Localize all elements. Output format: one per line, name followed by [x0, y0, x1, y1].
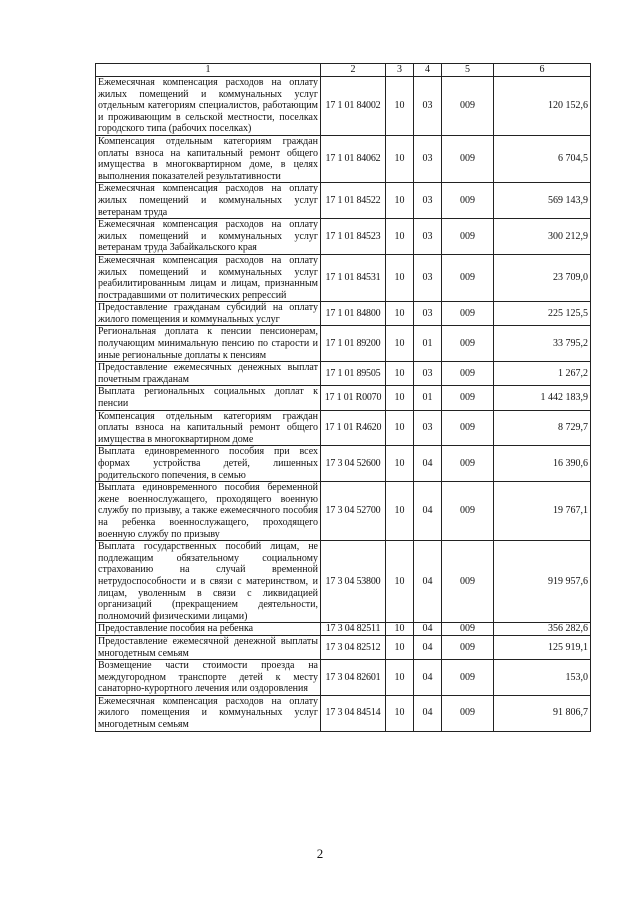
section-cell: 10	[386, 635, 414, 659]
amount-cell: 16 390,6	[494, 446, 591, 482]
table-row	[96, 541, 591, 623]
section-cell: 10	[386, 410, 414, 446]
row-name-cell: Выплата государственных пособий лицам, не подлежащим обязательному социальному страхованию на случай временной нетрудоспособности и в связи с материнством, и лицам, уволенным в связи с ликвидацией организаций (прекращением деятельности, полномочий физическими лицами)	[96, 541, 321, 623]
subsection-cell: 04	[414, 660, 442, 696]
table-row	[96, 135, 591, 182]
subsection-cell: 01	[414, 386, 442, 410]
table-row	[96, 219, 591, 255]
section-cell: 10	[386, 482, 414, 541]
table-header-row	[96, 64, 591, 77]
expense-type-cell: 009	[442, 623, 494, 636]
amount-cell: 1 267,2	[494, 362, 591, 386]
section-cell: 10	[386, 254, 414, 301]
expense-type-cell: 009	[442, 219, 494, 255]
target-article-cell: 17 3 04 82601	[321, 660, 386, 696]
row-name-cell: Ежемесячная компенсация расходов на оплату жилых помещений и коммунальных услуг ветеранам труда	[96, 183, 321, 219]
subsection-cell: 01	[414, 326, 442, 362]
column-header: 5	[442, 64, 494, 77]
amount-cell: 356 282,6	[494, 623, 591, 636]
amount-cell: 300 212,9	[494, 219, 591, 255]
section-cell: 10	[386, 541, 414, 623]
expense-type-cell: 009	[442, 362, 494, 386]
amount-cell: 23 709,0	[494, 254, 591, 301]
row-name-cell: Выплата единовременного пособия беременной жене военнослужащего, проходящего военную службу по призыву, а также ежемесячного пособия на ребенка военнослужащего, проходящего военную службу по призыву	[96, 482, 321, 541]
subsection-cell: 03	[414, 183, 442, 219]
table-row	[96, 302, 591, 326]
target-article-cell: 17 3 04 84514	[321, 695, 386, 731]
expense-type-cell: 009	[442, 77, 494, 136]
expense-type-cell: 009	[442, 183, 494, 219]
expense-type-cell: 009	[442, 446, 494, 482]
target-article-cell: 17 1 01 89200	[321, 326, 386, 362]
table-row	[96, 482, 591, 541]
amount-cell: 6 704,5	[494, 135, 591, 182]
section-cell: 10	[386, 77, 414, 136]
subsection-cell: 03	[414, 410, 442, 446]
subsection-cell: 04	[414, 446, 442, 482]
row-name-cell: Ежемесячная компенсация расходов на оплату жилых помещений и коммунальных услуг ветеранам труда Забайкальского края	[96, 219, 321, 255]
subsection-cell: 03	[414, 362, 442, 386]
amount-cell: 919 957,6	[494, 541, 591, 623]
row-name-cell: Предоставление гражданам субсидий на оплату жилого помещения и коммунальных услуг	[96, 302, 321, 326]
amount-cell: 8 729,7	[494, 410, 591, 446]
subsection-cell: 03	[414, 302, 442, 326]
table-row	[96, 410, 591, 446]
table-body	[96, 77, 591, 732]
section-cell: 10	[386, 326, 414, 362]
amount-cell: 1 442 183,9	[494, 386, 591, 410]
section-cell: 10	[386, 302, 414, 326]
section-cell: 10	[386, 386, 414, 410]
amount-cell: 19 767,1	[494, 482, 591, 541]
expense-type-cell: 009	[442, 695, 494, 731]
table-row	[96, 623, 591, 636]
subsection-cell: 04	[414, 541, 442, 623]
row-name-cell: Ежемесячная компенсация расходов на оплату жилых помещений и коммунальных услуг отдельным категориям специалистов, работающим и проживающим в сельской местности, поселках городского типа (рабочих поселках)	[96, 77, 321, 136]
column-header: 3	[386, 64, 414, 77]
target-article-cell: 17 3 04 53800	[321, 541, 386, 623]
subsection-cell: 04	[414, 635, 442, 659]
expense-type-cell: 009	[442, 541, 494, 623]
amount-cell: 153,0	[494, 660, 591, 696]
target-article-cell: 17 1 01 89505	[321, 362, 386, 386]
subsection-cell: 04	[414, 695, 442, 731]
target-article-cell: 17 1 01 84002	[321, 77, 386, 136]
section-cell: 10	[386, 660, 414, 696]
subsection-cell: 03	[414, 135, 442, 182]
budget-table	[95, 63, 591, 732]
table-row	[96, 362, 591, 386]
row-name-cell: Ежемесячная компенсация расходов на оплату жилых помещений и коммунальных услуг реабилитированным лицам и лицам, признанным пострадавшими от политических репрессий	[96, 254, 321, 301]
amount-cell: 91 806,7	[494, 695, 591, 731]
row-name-cell: Компенсация отдельным категориям граждан оплаты взноса на капитальный ремонт общего имущества в многоквартирном доме, в целях выполнения показателей результативности	[96, 135, 321, 182]
target-article-cell: 17 3 04 52700	[321, 482, 386, 541]
target-article-cell: 17 1 01 R0070	[321, 386, 386, 410]
expense-type-cell: 009	[442, 302, 494, 326]
section-cell: 10	[386, 623, 414, 636]
expense-type-cell: 009	[442, 635, 494, 659]
expense-type-cell: 009	[442, 386, 494, 410]
target-article-cell: 17 1 01 84062	[321, 135, 386, 182]
target-article-cell: 17 1 01 84800	[321, 302, 386, 326]
target-article-cell: 17 3 04 82511	[321, 623, 386, 636]
column-header: 2	[321, 64, 386, 77]
row-name-cell: Региональная доплата к пенсии пенсионерам, получающим минимальную пенсию по старости и иные региональные доплаты к пенсиям	[96, 326, 321, 362]
subsection-cell: 03	[414, 254, 442, 301]
amount-cell: 225 125,5	[494, 302, 591, 326]
table-row	[96, 695, 591, 731]
row-name-cell: Выплата региональных социальных доплат к пенсии	[96, 386, 321, 410]
subsection-cell: 04	[414, 623, 442, 636]
amount-cell: 569 143,9	[494, 183, 591, 219]
expense-type-cell: 009	[442, 326, 494, 362]
table-row	[96, 326, 591, 362]
section-cell: 10	[386, 135, 414, 182]
row-name-cell: Предоставление ежемесячной денежной выплаты многодетным семьям	[96, 635, 321, 659]
subsection-cell: 04	[414, 482, 442, 541]
section-cell: 10	[386, 219, 414, 255]
section-cell: 10	[386, 362, 414, 386]
section-cell: 10	[386, 183, 414, 219]
expense-type-cell: 009	[442, 410, 494, 446]
amount-cell: 125 919,1	[494, 635, 591, 659]
row-name-cell: Предоставление пособия на ребенка	[96, 623, 321, 636]
row-name-cell: Выплата единовременного пособия при всех формах устройства детей, лишенных родительского попечения, в семью	[96, 446, 321, 482]
column-header: 4	[414, 64, 442, 77]
table-row	[96, 77, 591, 136]
target-article-cell: 17 1 01 R4620	[321, 410, 386, 446]
page-number: 2	[316, 846, 324, 861]
expense-type-cell: 009	[442, 660, 494, 696]
section-cell: 10	[386, 446, 414, 482]
target-article-cell: 17 3 04 52600	[321, 446, 386, 482]
subsection-cell: 03	[414, 77, 442, 136]
row-name-cell: Предоставление ежемесячных денежных выплат почетным гражданам	[96, 362, 321, 386]
amount-cell: 33 795,2	[494, 326, 591, 362]
table-row	[96, 386, 591, 410]
table-row	[96, 183, 591, 219]
expense-type-cell: 009	[442, 482, 494, 541]
expense-type-cell: 009	[442, 254, 494, 301]
subsection-cell: 03	[414, 219, 442, 255]
column-header: 6	[494, 64, 591, 77]
target-article-cell: 17 1 01 84531	[321, 254, 386, 301]
table-row	[96, 446, 591, 482]
expense-type-cell: 009	[442, 135, 494, 182]
row-name-cell: Компенсация отдельным категориям граждан оплаты взноса на капитальный ремонт общего имущества в многоквартирном доме	[96, 410, 321, 446]
row-name-cell: Возмещение части стоимости проезда на междугородном транспорте детей к месту санаторно-курортного лечения или оздоровления	[96, 660, 321, 696]
column-header: 1	[96, 64, 321, 77]
target-article-cell: 17 1 01 84523	[321, 219, 386, 255]
section-cell: 10	[386, 695, 414, 731]
table-row	[96, 660, 591, 696]
row-name-cell: Ежемесячная компенсация расходов на оплату жилого помещения и коммунальных услуг многодетным семьям	[96, 695, 321, 731]
target-article-cell: 17 1 01 84522	[321, 183, 386, 219]
table-row	[96, 635, 591, 659]
target-article-cell: 17 3 04 82512	[321, 635, 386, 659]
amount-cell: 120 152,6	[494, 77, 591, 136]
table-row	[96, 254, 591, 301]
